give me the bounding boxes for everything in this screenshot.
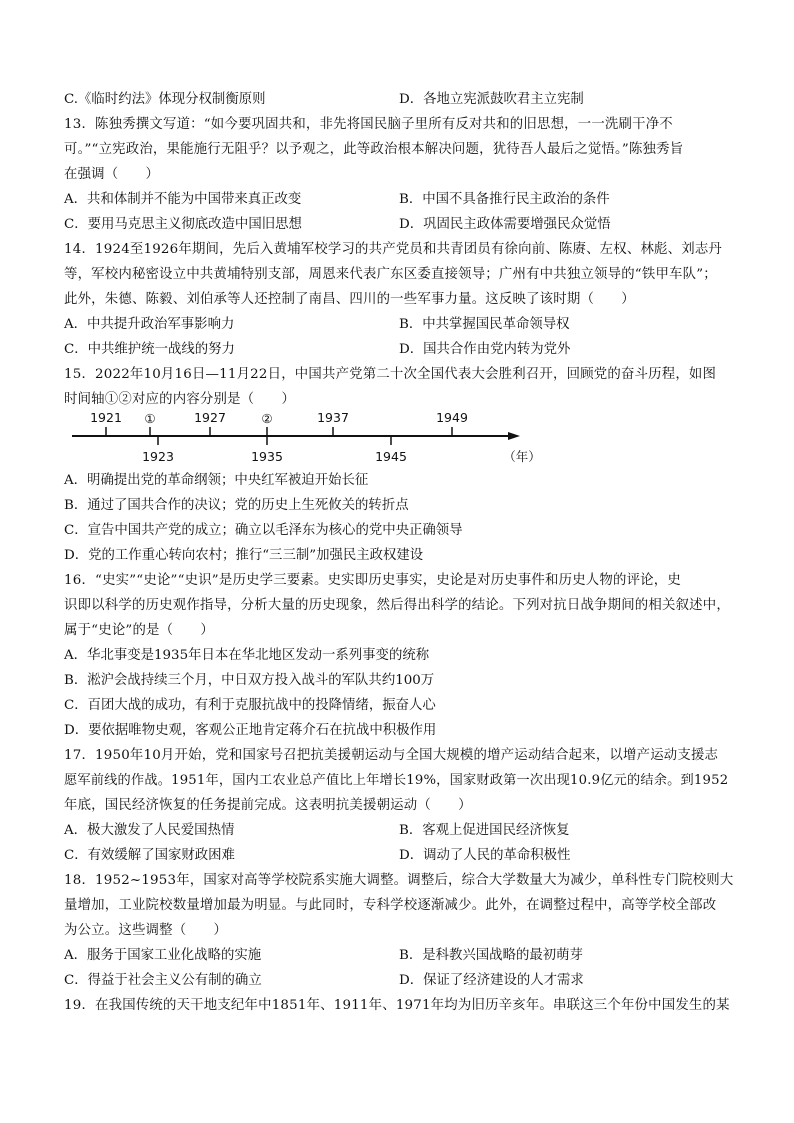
question-stem-line: 可。”“立宪政治，果能施行无阻乎？以予观之，此等政治根本解决问题，犹待吾人最后之觉悟。”陈独秀旨: [64, 142, 684, 157]
option-b[interactable]: B．是科教兴国战略的最初萌芽: [399, 948, 583, 963]
q12-options: [64, 87, 734, 112]
option-a[interactable]: A．共和体制并不能为中国带来真正改变: [64, 192, 302, 207]
question-stem-line: 等，军校内秘密设立中共黄埔特别支部，周恩来代表广东区委直接领导；广州有中共独立领导的“铁甲车队”；: [64, 267, 717, 282]
option-d[interactable]: D．调动了人民的革命积极性: [399, 848, 571, 863]
option-b[interactable]: B．淞沪会战持续三个月，中日双方投入战斗的军队共约100万: [64, 673, 435, 688]
option-a[interactable]: A．中共提升政治军事影响力: [64, 317, 235, 332]
options-row: [64, 943, 734, 968]
option-c[interactable]: C．得益于社会主义公有制的确立: [64, 973, 262, 988]
question-stem-line: 识即以科学的历史观作指导，分析大量的历史现象，然后得出科学的结论。下列对抗日战争期间的相关叙述中，: [64, 598, 730, 613]
timeline-arrow: [508, 432, 520, 440]
timeline-marker-2: ②: [261, 411, 273, 426]
options-row: [64, 187, 734, 212]
timeline-label-1921: 1921: [90, 410, 122, 425]
timeline-label-1927: 1927: [194, 410, 226, 425]
option-b[interactable]: B．客观上促进国民经济恢复: [399, 823, 570, 838]
question-stem-line: 13．陈独秀撰文写道：“如今要巩固共和，非先将国民脑子里所有反对共和的旧思想，一一洗刷干净不: [64, 117, 673, 132]
option-d[interactable]: D．国共合作由党内转为党外: [399, 342, 571, 357]
question-stem-line: 此外，朱德、陈毅、刘伯承等人还控制了南昌、四川的一些军事力量。这反映了该时期（ ）: [64, 292, 635, 307]
question-14: [64, 237, 734, 362]
timeline-unit: （年）: [503, 449, 541, 464]
question-stem-line: 14．1924至1926年期间，先后入黄埔军校学习的共产党员和共青团员有徐向前、陈赓、左权、林彪、刘志丹: [64, 242, 722, 257]
exam-page: [64, 87, 734, 1018]
option-a[interactable]: A．明确提出党的革命纲领；中央红军被迫开始长征: [64, 473, 369, 488]
options-row: [64, 818, 734, 843]
timeline-svg: [64, 410, 541, 468]
question-15: [64, 362, 734, 568]
option-c[interactable]: C．百团大战的成功，有利于克服抗战中的投降情绪，振奋人心: [64, 698, 436, 713]
option-d[interactable]: D．巩固民主政体需要增强民众觉悟: [399, 217, 611, 232]
option-d[interactable]: D．党的工作重心转向农村；推行“三三制”加强民主政权建设: [64, 548, 424, 563]
options-row: [64, 212, 734, 237]
options-row: [64, 968, 734, 993]
option-c[interactable]: C．要用马克思主义彻底改造中国旧思想: [64, 217, 302, 232]
timeline-label-1945: 1945: [375, 449, 407, 464]
option-d[interactable]: D．保证了经济建设的人才需求: [399, 973, 584, 988]
question-stem-line: 19．在我国传统的天干地支纪年中1851年、1911年、1971年均为旧历辛亥年。串联这三个年份中国发生的某: [64, 998, 730, 1013]
option-c[interactable]: C．宣告中国共产党的成立；确立以毛泽东为核心的党中央正确领导: [64, 523, 463, 538]
question-18: [64, 868, 734, 993]
option-b[interactable]: B．中共掌握国民革命领导权: [399, 317, 570, 332]
option-c[interactable]: C．有效缓解了国家财政困难: [64, 848, 235, 863]
question-13: [64, 112, 734, 237]
timeline-label-1935: 1935: [251, 449, 283, 464]
option-d[interactable]: D．各地立宪派鼓吹君主立宪制: [399, 92, 584, 107]
option-c[interactable]: C．中共维护统一战线的努力: [64, 342, 235, 357]
question-stem-line: 17．1950年10月开始，党和国家号召把抗美援朝运动与全国大规模的增产运动结合起来，以增产运动支援志: [64, 748, 719, 763]
question-stem-line: 为公立。这些调整（ ）: [64, 923, 228, 938]
timeline-label-1923: 1923: [142, 449, 174, 464]
question-stem-line: 在强调（ ）: [64, 167, 160, 182]
timeline-marker-1: ①: [144, 411, 156, 426]
question-stem-line: 16．“史实”“史论”“史识”是历史学三要素。史实即历史事实，史论是对历史事件和历史人物的评论，史: [64, 573, 681, 588]
option-c[interactable]: C.《临时约法》体现分权制衡原则: [64, 92, 266, 107]
option-a[interactable]: A．极大激发了人民爱国热情: [64, 823, 235, 838]
question-stem-line: 愿军前线的作战。1951年，国内工农业总产值比上年增长19%，国家财政第一次出现10.9亿元的结余。到1952: [64, 773, 729, 788]
question-stem-line: 15．2022年10月16日—11月22日，中国共产党第二十次全国代表大会胜利召开，回顾党的奋斗历程，如图: [64, 367, 717, 382]
question-16: [64, 568, 734, 743]
option-a[interactable]: A．华北事变是1935年日本在华北地区发动一系列事变的统称: [64, 648, 430, 663]
question-stem-line: 量增加，工业院校数量增加最为明显。与此同时，专科学校逐渐减少。此外，在调整过程中，高等学校全部改: [64, 898, 717, 913]
option-d[interactable]: D．要依据唯物史观，客观公正地肯定蒋介石在抗战中积极作用: [64, 723, 437, 738]
options-row: [64, 312, 734, 337]
question-stem-line: 属于“史论”的是（ ）: [64, 623, 214, 638]
question-stem-line: 年底，国民经济恢复的任务提前完成。这表明抗美援朝运动（ ）: [64, 798, 472, 813]
option-b[interactable]: B．通过了国共合作的决议；党的历史上生死攸关的转折点: [64, 498, 409, 513]
question-19: [64, 993, 734, 1018]
option-a[interactable]: A．服务于国家工业化战略的实施: [64, 948, 262, 963]
timeline-figure: [64, 410, 734, 468]
question-17: [64, 743, 734, 868]
question-stem-line: 时间轴①②对应的内容分别是（ ）: [64, 392, 296, 407]
options-row: [64, 843, 734, 868]
question-stem-line: 18．1952~1953年，国家对高等学校院系实施大调整。调整后，综合大学数量大为减少，单科性专门院校则大: [64, 873, 734, 888]
option-b[interactable]: B．中国不具备推行民主政治的条件: [399, 192, 610, 207]
options-row: [64, 337, 734, 362]
timeline-label-1937: 1937: [317, 410, 349, 425]
timeline-label-1949: 1949: [436, 410, 468, 425]
